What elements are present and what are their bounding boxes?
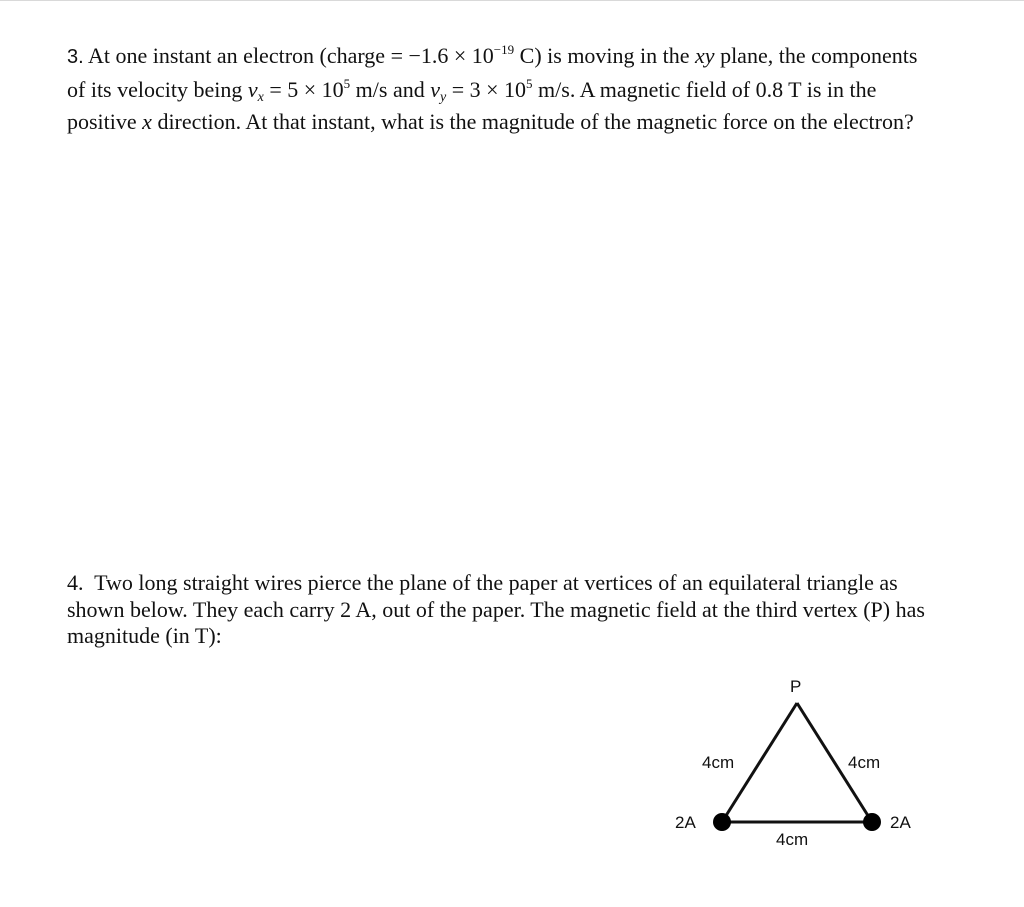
velocity-exponent: 5 (526, 75, 533, 91)
question-text-part: = 5 × 10 (269, 76, 344, 102)
side-right-label: 4cm (848, 753, 881, 772)
wire-right-dot (863, 813, 881, 831)
triangle-svg (660, 660, 940, 860)
variable-x: x (142, 109, 152, 134)
question-text-part: plane, the components of its velocity being (67, 43, 918, 102)
question-text-part: m/s and (355, 76, 425, 102)
subscript-y: y (440, 89, 447, 105)
wire-left-dot (713, 813, 731, 831)
question-number: 4. (67, 570, 84, 595)
top-divider (0, 0, 1024, 1)
question-text-part: m/s. A magnetic field of 0.8 T is in the positive (67, 76, 877, 134)
question-4 (67, 570, 937, 650)
variable-v: v (247, 76, 258, 102)
current-right-label: 2A (890, 813, 911, 832)
question-text-part: At one instant an electron (charge = −1.6 × 10 (87, 43, 494, 68)
variable-v: v (430, 76, 440, 102)
triangle-diagram (660, 660, 940, 860)
side-bottom-label: 4cm (776, 830, 809, 849)
question-text: Two long straight wires pierce the plane of the paper at vertices of an equilateral triangle as shown below. They each carry 2 A, out of the paper. The magnetic field at the third vertex (P) has magnitude (in T): (67, 570, 925, 648)
current-left-label: 2A (675, 813, 696, 832)
side-left-label: 4cm (702, 753, 735, 772)
subscript-x: x (257, 89, 264, 105)
question-text-part: = 3 × 10 (451, 76, 527, 102)
charge-exponent: −19 (493, 42, 515, 57)
question-3 (67, 40, 937, 139)
question-number: 3. (67, 46, 84, 68)
variable-xy: xy (695, 43, 715, 68)
vertex-p-label: P (790, 677, 802, 696)
question-text-part: C) is moving in the (519, 43, 690, 68)
velocity-exponent: 5 (343, 75, 351, 91)
question-text-part: direction. At that instant, what is the magnitude of the magnetic force on the electron? (157, 109, 914, 134)
